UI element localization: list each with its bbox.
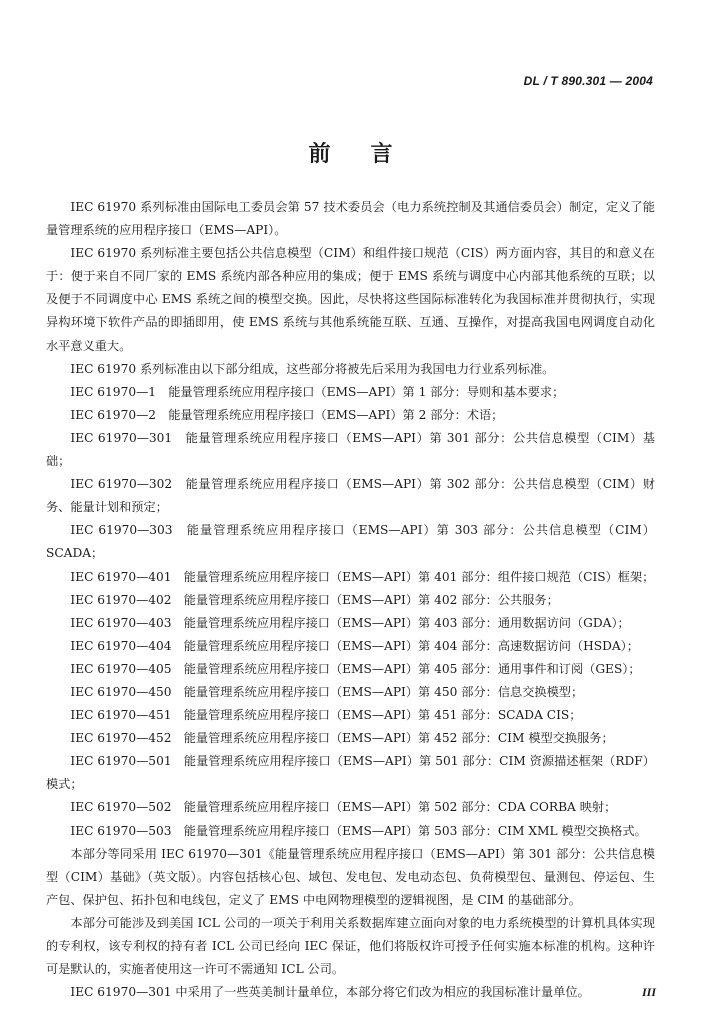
list-item: IEC 61970—405 能量管理系统应用程序接口（EMS—API）第 405 部分：通用事件和订阅（GES）； [70, 661, 641, 676]
paragraph: IEC 61970 系列标准主要包括公共信息模型（CIM）和组件接口规范（CIS）两方面内容，其目的和意义在于：便于来自不同厂家的 EMS 系统内部各种应用的集成；便于 EMS 系统与调度中心内部其他系统的互联；以及便于不同调度中心 EMS 系统之间的模型交换。因此，尽快将这些国际标准转化为我国标准并贯彻执行，实现异构环境下软件产品的即插即用，使 EMS 系统与其他系统能互联、互通、互操作，对提高我国电网调度自动化水平意义重大。 [46, 246, 655, 353]
page-title: 前言 [308, 141, 433, 167]
list-item: IEC 61970—403 能量管理系统应用程序接口（EMS—API）第 403 部分：通用数据访问（GDA）； [70, 615, 630, 630]
paragraph: 本部分等同采用 IEC 61970—301《能量管理系统应用程序接口（EMS—API）第 301 部分：公共信息模型（CIM）基础》（英文版）。内容包括核心包、域包、发电包、发电动态包、负荷模型包、量测包、停运包、生产包、保护包、拓扑包和电线包，定义了 EMS 中电网物理模型的逻辑视图，是 CIM 的基础部分。 [46, 846, 655, 907]
page-number: III [641, 985, 656, 999]
paragraph: 本部分可能涉及到美国 ICL 公司的一项关于利用关系数据库建立面向对象的电力系统模型的计算机具体实现的专利权，该专利权的持有者 ICL 公司已经向 IEC 保证，他们将版权许可授予任何实施本标准的机构。这种许可是默认的，实施者使用这一许可不需通知 ICL 公司。 [46, 915, 655, 977]
list-item: IEC 61970—451 能量管理系统应用程序接口（EMS—API）第 451 部分：SCADA CIS； [70, 708, 582, 723]
list-item: IEC 61970—503 能量管理系统应用程序接口（EMS—API）第 503 部分：CIM XML 模型交换格式。 [70, 823, 647, 838]
paragraph: IEC 61970 系列标准由以下部分组成，这些部分将被先后采用为我国电力行业系列标准。 [70, 361, 555, 376]
list-item: IEC 61970—1 能量管理系统应用程序接口（EMS—API）第 1 部分：导则和基本要求； [70, 384, 565, 399]
list-item: IEC 61970—404 能量管理系统应用程序接口（EMS—API）第 404 部分：高速数据访问（HSDA）； [70, 638, 639, 653]
list-item: IEC 61970—2 能量管理系统应用程序接口（EMS—API）第 2 部分：术语； [70, 407, 504, 422]
document-body [46, 196, 655, 1004]
paragraph: IEC 61970—301 中采用了一些英美制计量单位，本部分将它们改为相应的我国标准计量单位。 [70, 985, 590, 1000]
list-item: IEC 61970—302 能量管理系统应用程序接口（EMS—API）第 302 部分：公共信息模型（CIM）财务、能量计划和预定； [46, 477, 655, 515]
list-item: IEC 61970—501 能量管理系统应用程序接口（EMS—API）第 501 部分：CIM 资源描述框架（RDF）模式； [46, 754, 655, 792]
list-item: IEC 61970—301 能量管理系统应用程序接口（EMS—API）第 301 部分：公共信息模型（CIM）基础； [46, 430, 655, 469]
list-item: IEC 61970—303 能量管理系统应用程序接口（EMS—API）第 303 部分：公共信息模型（CIM）SCADA； [46, 523, 655, 561]
list-item: IEC 61970—502 能量管理系统应用程序接口（EMS—API）第 502 部分：CDA CORBA 映射； [70, 800, 617, 815]
list-item: IEC 61970—450 能量管理系统应用程序接口（EMS—API）第 450 部分：信息交换模型； [70, 684, 584, 699]
list-item: IEC 61970—452 能量管理系统应用程序接口（EMS—API）第 452 部分：CIM 模型交换服务； [70, 731, 614, 746]
list-item: IEC 61970—402 能量管理系统应用程序接口（EMS—API）第 402 部分：公共服务； [70, 592, 559, 607]
paragraph: IEC 61970 系列标准由国际电工委员会第 57 技术委员会（电力系统控制及其通信委员会）制定，定义了能量管理系统的应用程序接口（EMS—API）。 [46, 200, 655, 238]
list-item: IEC 61970—401 能量管理系统应用程序接口（EMS—API）第 401 部分：组件接口规范（CIS）框架； [70, 569, 655, 584]
standard-number: DL / T 890.301 — 2004 [523, 74, 653, 88]
